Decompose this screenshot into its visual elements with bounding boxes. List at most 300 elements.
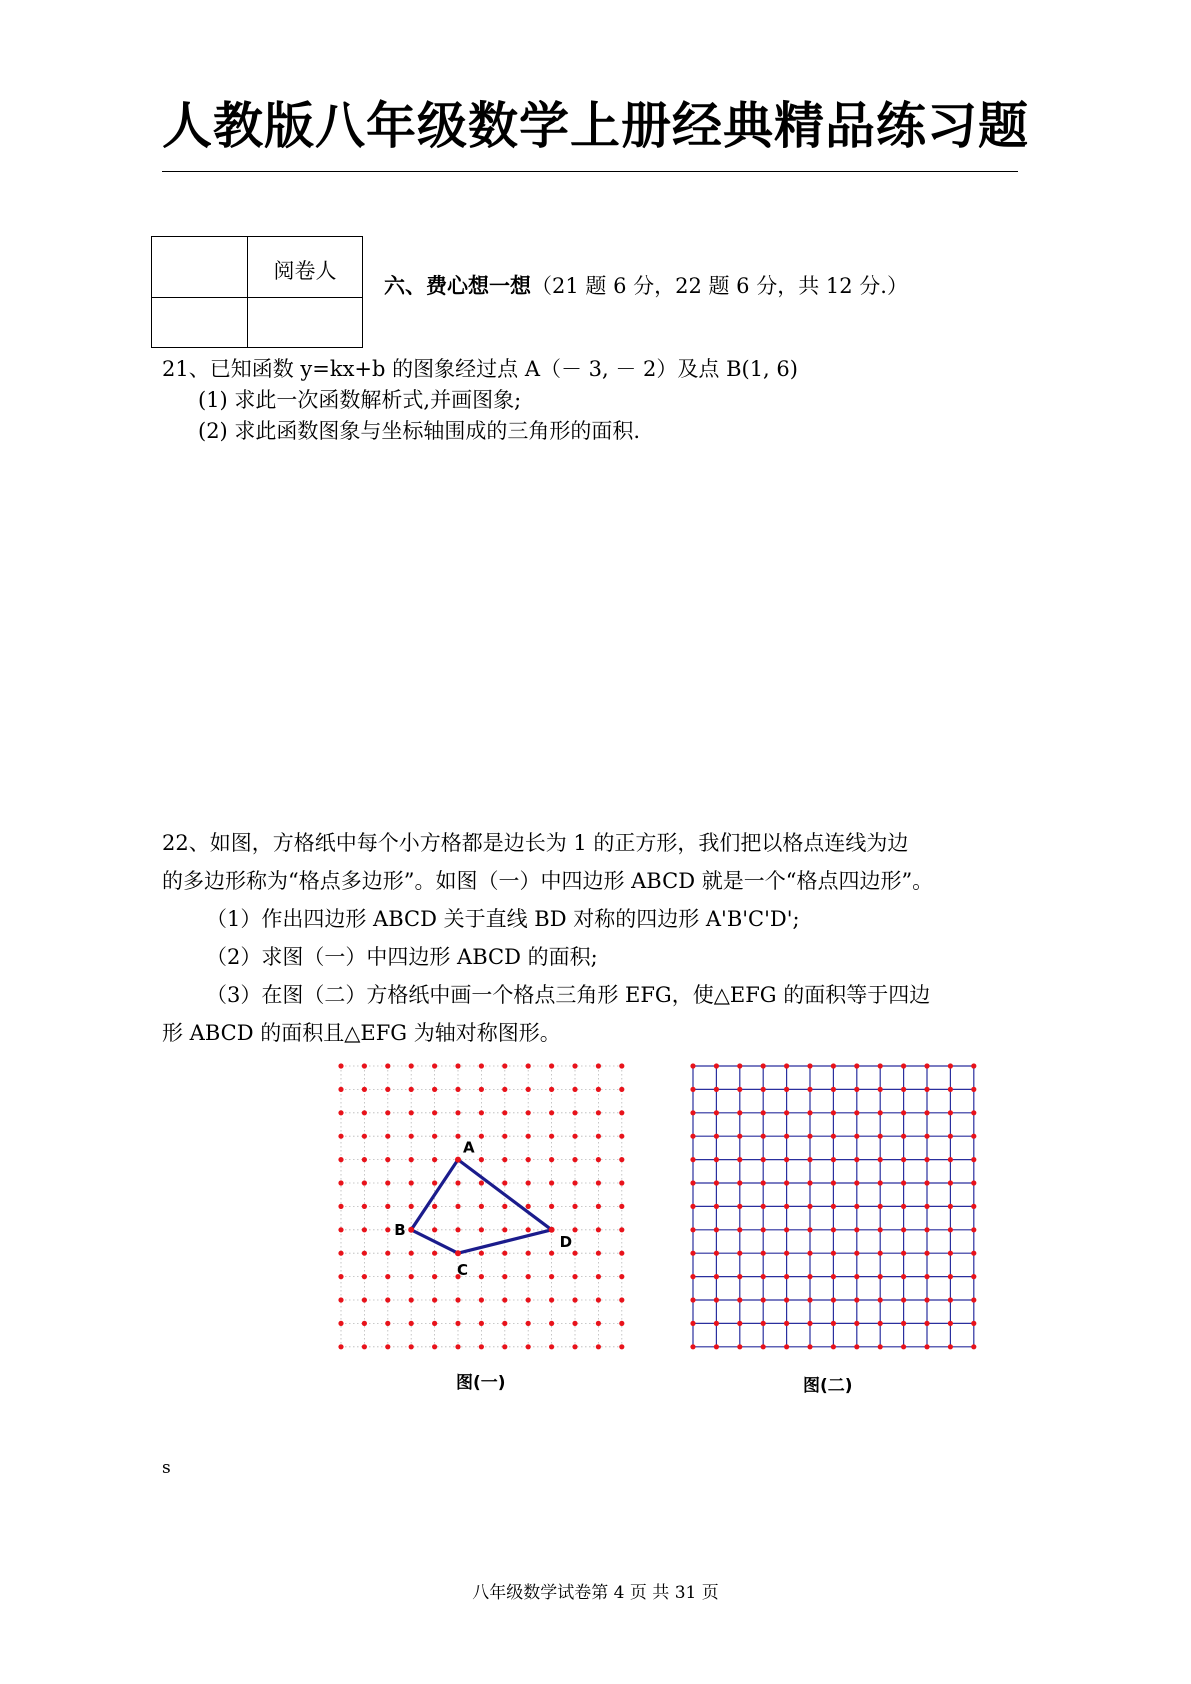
grid-point bbox=[924, 1297, 929, 1302]
grid-point bbox=[526, 1227, 531, 1232]
grid-point bbox=[714, 1321, 719, 1326]
q22-stem-line2: 的多边形称为“格点多边形”。如图（一）中四边形 ABCD 就是一个“格点四边形”。 bbox=[162, 869, 934, 893]
grid-point bbox=[831, 1063, 836, 1068]
grid-point bbox=[409, 1204, 414, 1209]
grid-point bbox=[737, 1180, 742, 1185]
grid-point bbox=[948, 1344, 953, 1349]
grid-point bbox=[619, 1227, 624, 1232]
grid-point bbox=[572, 1180, 577, 1185]
figure-2-square-grid bbox=[682, 1055, 982, 1355]
grid-point bbox=[714, 1110, 719, 1115]
grid-point bbox=[385, 1063, 390, 1068]
grid-point bbox=[526, 1110, 531, 1115]
page-title: 人教版八年级数学上册经典精品练习题 bbox=[162, 97, 1029, 155]
grid-point bbox=[362, 1227, 367, 1232]
grader-cell bbox=[248, 237, 363, 298]
grid-point bbox=[831, 1297, 836, 1302]
grid-point bbox=[338, 1344, 343, 1349]
grid-point bbox=[338, 1274, 343, 1279]
grid-point bbox=[737, 1274, 742, 1279]
grid-point bbox=[784, 1251, 789, 1256]
grid-point bbox=[901, 1227, 906, 1232]
grid-point bbox=[409, 1087, 414, 1092]
grid-point bbox=[971, 1297, 976, 1302]
grid-point bbox=[948, 1110, 953, 1115]
grid-point bbox=[619, 1087, 624, 1092]
grid-point bbox=[714, 1157, 719, 1162]
grid-point bbox=[807, 1227, 812, 1232]
figure-2-caption: 图(二) bbox=[803, 1376, 853, 1396]
grid-point bbox=[901, 1297, 906, 1302]
grid-point bbox=[901, 1087, 906, 1092]
grid-point bbox=[619, 1274, 624, 1279]
grid-point bbox=[572, 1110, 577, 1115]
grid-point bbox=[971, 1321, 976, 1326]
grid-point bbox=[761, 1251, 766, 1256]
grid-point bbox=[549, 1134, 554, 1139]
grid-point bbox=[549, 1297, 554, 1302]
grid-point bbox=[619, 1157, 624, 1162]
grid-point bbox=[714, 1274, 719, 1279]
grid-point bbox=[479, 1180, 484, 1185]
grid-point bbox=[761, 1180, 766, 1185]
grid-point bbox=[761, 1297, 766, 1302]
grid-point bbox=[338, 1321, 343, 1326]
grid-point bbox=[737, 1251, 742, 1256]
grid-point bbox=[596, 1180, 601, 1185]
grid-point bbox=[409, 1297, 414, 1302]
grid-point bbox=[878, 1344, 883, 1349]
grid-point bbox=[948, 1157, 953, 1162]
grid-point bbox=[807, 1180, 812, 1185]
grid-point bbox=[854, 1274, 859, 1279]
grid-point bbox=[784, 1297, 789, 1302]
grid-point bbox=[572, 1344, 577, 1349]
grid-point bbox=[455, 1204, 460, 1209]
grid-point bbox=[878, 1204, 883, 1209]
stray-mark: s bbox=[162, 1458, 171, 1478]
grid-point bbox=[455, 1110, 460, 1115]
grid-point bbox=[385, 1180, 390, 1185]
grid-point bbox=[338, 1110, 343, 1115]
grid-point bbox=[924, 1204, 929, 1209]
grid-point bbox=[714, 1297, 719, 1302]
grid-point bbox=[971, 1157, 976, 1162]
grid-point bbox=[831, 1180, 836, 1185]
grid-point bbox=[362, 1180, 367, 1185]
grid-point bbox=[924, 1227, 929, 1232]
grid-point bbox=[502, 1180, 507, 1185]
grid-point bbox=[338, 1297, 343, 1302]
grid-point bbox=[432, 1087, 437, 1092]
grid-point bbox=[831, 1251, 836, 1256]
grid-point bbox=[948, 1180, 953, 1185]
grid-point bbox=[690, 1297, 695, 1302]
grid-point bbox=[479, 1087, 484, 1092]
grid-point bbox=[385, 1227, 390, 1232]
grid-point bbox=[572, 1063, 577, 1068]
section-points: （21 题 6 分，22 题 6 分，共 12 分.） bbox=[531, 274, 908, 298]
grid-point bbox=[971, 1110, 976, 1115]
grid-point bbox=[807, 1344, 812, 1349]
grid-point bbox=[690, 1180, 695, 1185]
grid-point bbox=[854, 1321, 859, 1326]
vertex-label-d: D bbox=[559, 1232, 573, 1251]
grid-point bbox=[549, 1110, 554, 1115]
grid-point bbox=[737, 1344, 742, 1349]
grid-point bbox=[526, 1251, 531, 1256]
grid-point bbox=[385, 1321, 390, 1326]
grid-point bbox=[924, 1087, 929, 1092]
grid-point bbox=[338, 1204, 343, 1209]
grid-point bbox=[409, 1344, 414, 1349]
q22-part1: （1）作出四边形 ABCD 关于直线 BD 对称的四边形 A'B'C'D'; bbox=[206, 907, 800, 931]
grid-point bbox=[761, 1087, 766, 1092]
grid-point bbox=[878, 1251, 883, 1256]
grid-point bbox=[432, 1344, 437, 1349]
grid-point bbox=[455, 1321, 460, 1326]
grid-point bbox=[901, 1157, 906, 1162]
grid-point bbox=[385, 1157, 390, 1162]
grid-point bbox=[807, 1110, 812, 1115]
grid-point bbox=[807, 1274, 812, 1279]
grid-point bbox=[878, 1087, 883, 1092]
grid-point bbox=[479, 1251, 484, 1256]
grid-point bbox=[901, 1344, 906, 1349]
grid-point bbox=[385, 1087, 390, 1092]
grid-point bbox=[901, 1321, 906, 1326]
grid-point bbox=[807, 1063, 812, 1068]
grid-point bbox=[572, 1157, 577, 1162]
grid-point bbox=[971, 1134, 976, 1139]
grid-point bbox=[784, 1274, 789, 1279]
vertex-point-b bbox=[408, 1227, 414, 1233]
grid-point bbox=[901, 1063, 906, 1068]
grid-point bbox=[596, 1087, 601, 1092]
grid-point bbox=[572, 1321, 577, 1326]
grid-point bbox=[549, 1344, 554, 1349]
grid-point bbox=[901, 1110, 906, 1115]
grid-point bbox=[455, 1297, 460, 1302]
grader-entry-cell bbox=[248, 298, 363, 348]
grid-point bbox=[784, 1134, 789, 1139]
grid-point bbox=[784, 1180, 789, 1185]
grid-point bbox=[854, 1180, 859, 1185]
vertex-label-c: C bbox=[457, 1261, 469, 1280]
grid-point bbox=[714, 1087, 719, 1092]
grid-point bbox=[502, 1063, 507, 1068]
grid-point bbox=[854, 1344, 859, 1349]
grid-point bbox=[924, 1180, 929, 1185]
vertex-label-a: A bbox=[463, 1138, 475, 1157]
grid-point bbox=[385, 1110, 390, 1115]
grid-point bbox=[854, 1087, 859, 1092]
grid-point bbox=[432, 1134, 437, 1139]
grid-point bbox=[831, 1110, 836, 1115]
grid-point bbox=[690, 1204, 695, 1209]
grid-point bbox=[362, 1344, 367, 1349]
grid-point bbox=[572, 1297, 577, 1302]
grid-point bbox=[901, 1274, 906, 1279]
grid-point bbox=[572, 1251, 577, 1256]
grid-point bbox=[385, 1204, 390, 1209]
grid-point bbox=[432, 1063, 437, 1068]
grid-point bbox=[714, 1063, 719, 1068]
grid-point bbox=[619, 1297, 624, 1302]
grid-point bbox=[878, 1297, 883, 1302]
grid-point bbox=[807, 1297, 812, 1302]
grid-point bbox=[714, 1134, 719, 1139]
grid-point bbox=[385, 1274, 390, 1279]
grid-point bbox=[971, 1204, 976, 1209]
grid-point bbox=[971, 1344, 976, 1349]
grid-point bbox=[690, 1251, 695, 1256]
grid-point bbox=[761, 1110, 766, 1115]
grid-point bbox=[924, 1110, 929, 1115]
grid-point bbox=[924, 1274, 929, 1279]
grid-point bbox=[409, 1274, 414, 1279]
grid-point bbox=[549, 1251, 554, 1256]
grid-point bbox=[807, 1321, 812, 1326]
grid-point bbox=[854, 1157, 859, 1162]
grid-point bbox=[737, 1321, 742, 1326]
grid-point bbox=[362, 1134, 367, 1139]
grid-point bbox=[714, 1344, 719, 1349]
grid-point bbox=[409, 1251, 414, 1256]
title-divider bbox=[162, 171, 1018, 172]
grid-point bbox=[854, 1063, 859, 1068]
grid-point bbox=[526, 1204, 531, 1209]
grid-point bbox=[807, 1204, 812, 1209]
grid-point bbox=[502, 1204, 507, 1209]
grid-point bbox=[878, 1321, 883, 1326]
grid-point bbox=[878, 1157, 883, 1162]
grid-point bbox=[479, 1344, 484, 1349]
grid-point bbox=[502, 1110, 507, 1115]
grid-point bbox=[807, 1251, 812, 1256]
grid-point bbox=[948, 1087, 953, 1092]
grid-point bbox=[924, 1321, 929, 1326]
grid-point bbox=[854, 1227, 859, 1232]
q22-part3-line2: 形 ABCD 的面积且△EFG 为轴对称图形。 bbox=[162, 1021, 561, 1045]
grid-point bbox=[572, 1227, 577, 1232]
grid-point bbox=[690, 1321, 695, 1326]
grid-point bbox=[385, 1344, 390, 1349]
grid-point bbox=[338, 1157, 343, 1162]
grid-point bbox=[831, 1204, 836, 1209]
q21-stem: 21、已知函数 y=kx+b 的图象经过点 A（－ 3, － 2）及点 B(1, 6) bbox=[162, 357, 798, 381]
grid-point bbox=[948, 1274, 953, 1279]
grid-point bbox=[948, 1251, 953, 1256]
q22-part2: （2）求图（一）中四边形 ABCD 的面积; bbox=[206, 945, 598, 969]
grid-point bbox=[784, 1063, 789, 1068]
q22-stem-line1: 22、如图，方格纸中每个小方格都是边长为 1 的正方形，我们把以格点连线为边 bbox=[162, 831, 909, 855]
grid-point bbox=[901, 1251, 906, 1256]
grid-point bbox=[432, 1204, 437, 1209]
grid-point bbox=[690, 1087, 695, 1092]
grid-point bbox=[619, 1110, 624, 1115]
grid-point bbox=[971, 1063, 976, 1068]
grid-point bbox=[455, 1063, 460, 1068]
grid-point bbox=[924, 1251, 929, 1256]
grid-point bbox=[690, 1344, 695, 1349]
grid-point bbox=[924, 1063, 929, 1068]
grid-point bbox=[831, 1274, 836, 1279]
grid-point bbox=[362, 1321, 367, 1326]
grid-point bbox=[502, 1344, 507, 1349]
grid-point bbox=[432, 1321, 437, 1326]
grid-point bbox=[455, 1134, 460, 1139]
grid-point bbox=[784, 1110, 789, 1115]
grid-point bbox=[549, 1274, 554, 1279]
grid-point bbox=[549, 1063, 554, 1068]
grid-point bbox=[619, 1063, 624, 1068]
grid-point bbox=[971, 1251, 976, 1256]
grid-point bbox=[924, 1157, 929, 1162]
grid-point bbox=[409, 1134, 414, 1139]
grid-point bbox=[854, 1251, 859, 1256]
grid-point bbox=[737, 1204, 742, 1209]
grid-point bbox=[362, 1251, 367, 1256]
grid-point bbox=[455, 1087, 460, 1092]
grid-point bbox=[714, 1227, 719, 1232]
grid-point bbox=[362, 1063, 367, 1068]
grid-point bbox=[619, 1180, 624, 1185]
grid-point bbox=[761, 1134, 766, 1139]
grid-point bbox=[807, 1157, 812, 1162]
q21-part1: (1) 求此一次函数解析式,并画图象; bbox=[198, 388, 522, 412]
grid-point bbox=[596, 1110, 601, 1115]
grid-point bbox=[784, 1321, 789, 1326]
grid-point bbox=[409, 1180, 414, 1185]
grid-point bbox=[409, 1321, 414, 1326]
grid-point bbox=[526, 1274, 531, 1279]
grid-point bbox=[526, 1321, 531, 1326]
grid-point bbox=[432, 1180, 437, 1185]
grid-point bbox=[572, 1134, 577, 1139]
grid-point bbox=[526, 1157, 531, 1162]
page-footer: 八年级数学试卷第 4 页 共 31 页 bbox=[472, 1583, 719, 1603]
grid-point bbox=[971, 1180, 976, 1185]
grid-point bbox=[971, 1087, 976, 1092]
grid-point bbox=[901, 1180, 906, 1185]
grid-point bbox=[714, 1204, 719, 1209]
grid-point bbox=[831, 1157, 836, 1162]
grid-point bbox=[878, 1274, 883, 1279]
grid-point bbox=[409, 1110, 414, 1115]
grid-point bbox=[761, 1321, 766, 1326]
grid-point bbox=[761, 1227, 766, 1232]
grid-point bbox=[362, 1297, 367, 1302]
grid-point bbox=[761, 1204, 766, 1209]
grid-point bbox=[502, 1297, 507, 1302]
grid-point bbox=[690, 1227, 695, 1232]
grid-point bbox=[479, 1063, 484, 1068]
grid-point bbox=[948, 1227, 953, 1232]
grid-point bbox=[432, 1274, 437, 1279]
grid-point bbox=[362, 1110, 367, 1115]
grid-point bbox=[878, 1134, 883, 1139]
grid-point bbox=[479, 1204, 484, 1209]
grid-point bbox=[549, 1321, 554, 1326]
grid-point bbox=[948, 1321, 953, 1326]
grid-point bbox=[338, 1227, 343, 1232]
grid-point bbox=[409, 1157, 414, 1162]
grid-point bbox=[362, 1204, 367, 1209]
grid-point bbox=[385, 1251, 390, 1256]
grid-point bbox=[971, 1227, 976, 1232]
grid-point bbox=[784, 1344, 789, 1349]
grid-point bbox=[362, 1157, 367, 1162]
grid-point bbox=[338, 1063, 343, 1068]
grid-point bbox=[455, 1180, 460, 1185]
grid-point bbox=[479, 1297, 484, 1302]
grid-point bbox=[690, 1274, 695, 1279]
grid-point bbox=[878, 1180, 883, 1185]
grid-point bbox=[761, 1274, 766, 1279]
grid-point bbox=[526, 1344, 531, 1349]
grid-point bbox=[479, 1227, 484, 1232]
grid-point bbox=[432, 1157, 437, 1162]
grid-point bbox=[502, 1251, 507, 1256]
vertex-point-c bbox=[455, 1250, 461, 1256]
grid-point bbox=[479, 1134, 484, 1139]
grid-point bbox=[854, 1297, 859, 1302]
grid-point bbox=[596, 1297, 601, 1302]
score-entry-cell bbox=[152, 298, 248, 348]
grid-point bbox=[502, 1157, 507, 1162]
vertex-label-b: B bbox=[394, 1220, 406, 1239]
grid-point bbox=[737, 1297, 742, 1302]
grid-point bbox=[572, 1274, 577, 1279]
vertex-point-d bbox=[549, 1227, 555, 1233]
grid-point bbox=[549, 1087, 554, 1092]
grid-point bbox=[409, 1063, 414, 1068]
grid-point bbox=[479, 1110, 484, 1115]
grid-point bbox=[761, 1063, 766, 1068]
grid-point bbox=[502, 1087, 507, 1092]
grid-point bbox=[714, 1180, 719, 1185]
grid-point bbox=[526, 1063, 531, 1068]
grid-point bbox=[432, 1251, 437, 1256]
grid-point bbox=[737, 1087, 742, 1092]
grid-point bbox=[549, 1157, 554, 1162]
grid-point bbox=[479, 1157, 484, 1162]
grid-point bbox=[596, 1274, 601, 1279]
grid-point bbox=[690, 1157, 695, 1162]
grid-point bbox=[831, 1134, 836, 1139]
grid-point bbox=[714, 1251, 719, 1256]
figure-1-dot-grid bbox=[330, 1055, 630, 1355]
grid-point bbox=[690, 1134, 695, 1139]
grid-point bbox=[807, 1087, 812, 1092]
grid-point bbox=[901, 1134, 906, 1139]
grid-point bbox=[619, 1251, 624, 1256]
grid-point bbox=[761, 1157, 766, 1162]
grid-point bbox=[737, 1227, 742, 1232]
grid-point bbox=[619, 1344, 624, 1349]
grid-point bbox=[924, 1134, 929, 1139]
grid-point bbox=[502, 1274, 507, 1279]
grid-point bbox=[924, 1344, 929, 1349]
grid-point bbox=[737, 1063, 742, 1068]
grid-point bbox=[338, 1180, 343, 1185]
grid-point bbox=[549, 1180, 554, 1185]
grid-point bbox=[479, 1321, 484, 1326]
grid-point bbox=[502, 1321, 507, 1326]
grid-point bbox=[526, 1087, 531, 1092]
grid-point bbox=[385, 1297, 390, 1302]
